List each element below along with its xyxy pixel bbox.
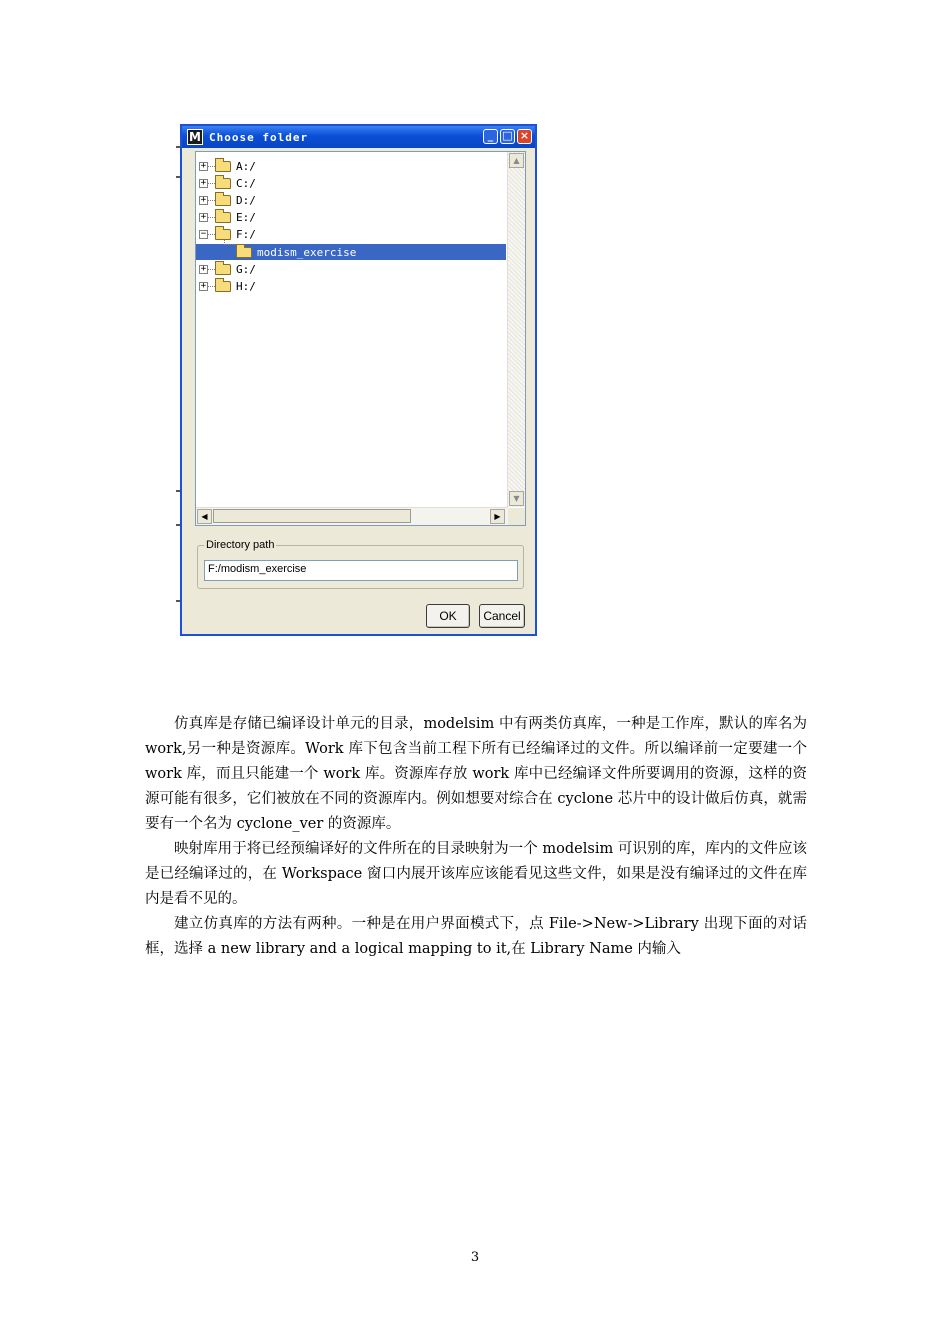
folder-icon xyxy=(215,264,231,275)
tree-item-label: G:/ xyxy=(236,262,256,276)
folder-icon xyxy=(215,229,231,240)
directory-path-label: Directory path xyxy=(206,539,275,551)
expand-icon[interactable]: + xyxy=(200,160,207,171)
folder-icon xyxy=(215,178,231,189)
tree-item-f-drive[interactable] xyxy=(199,226,256,242)
modelsim-app-icon: M xyxy=(187,129,203,145)
tree-item-a-drive[interactable] xyxy=(199,158,256,174)
expand-icon[interactable]: + xyxy=(200,263,207,274)
open-folder-icon xyxy=(236,247,252,258)
dialog-titlebar[interactable] xyxy=(182,126,535,148)
paragraph-create-library: 建立仿真库的方法有两种。一种是在用户界面模式下，点 File->New->Library 出现下面的对话框，选择 a new library and a logical mapping to it,在 Library Name 内输入 xyxy=(145,916,807,957)
expand-icon[interactable]: + xyxy=(200,177,207,188)
dialog-title: Choose folder xyxy=(209,130,309,144)
directory-path-input[interactable]: F:/modism_exercise xyxy=(204,560,518,581)
scrollbar-corner xyxy=(508,508,525,525)
collapse-icon[interactable]: − xyxy=(200,228,207,239)
scroll-right-icon[interactable]: ▶ xyxy=(490,509,505,524)
close-icon[interactable]: × xyxy=(517,129,532,144)
tree-item-e-drive[interactable] xyxy=(199,209,256,225)
tree-item-h-drive[interactable] xyxy=(199,278,256,294)
paragraph-simulation-library: 仿真库是存储已编译设计单元的目录，modelsim 中有两类仿真库，一种是工作库，默认的库名为 work,另一种是资源库。Work 库下包含当前工程下所有已经编译过的文件。所以编译前一定要建一个 work 库，而且只能建一个 work 库。资源库存放 work 库中已经编译文件所要调用的资源，这样的资源可能有很多，它们被放在不同的资源库内。例如想要对综合在 cyclone 芯片中的设计做后仿真，就需要有一个名为 cyclone_ver 的资源库。 xyxy=(145,716,807,832)
tree-item-label: H:/ xyxy=(236,279,256,293)
scroll-down-icon[interactable]: ▼ xyxy=(509,491,524,506)
choose-folder-dialog xyxy=(180,124,537,636)
expand-icon[interactable]: + xyxy=(200,211,207,222)
scroll-left-icon[interactable]: ◀ xyxy=(197,509,212,524)
folder-tree[interactable] xyxy=(195,151,526,526)
horizontal-scroll-thumb[interactable] xyxy=(213,509,411,523)
vertical-scrollbar[interactable] xyxy=(507,152,525,507)
tree-item-label: F:/ xyxy=(236,227,256,241)
expand-icon[interactable]: + xyxy=(200,280,207,291)
tree-item-g-drive[interactable] xyxy=(199,261,256,277)
page-number: 3 xyxy=(470,1250,480,1265)
tree-item-modism-exercise[interactable] xyxy=(236,244,356,260)
paragraph-mapped-library: 映射库用于将已经预编译好的文件所在的目录映射为一个 modelsim 可识别的库，库内的文件应该是已经编译过的，在 Workspace 窗口内展开该库应该能看见这些文件，如果是没有编译过的文件在库内是看不见的。 xyxy=(145,841,807,907)
folder-icon xyxy=(215,161,231,172)
folder-icon xyxy=(215,281,231,292)
folder-icon xyxy=(215,195,231,206)
tree-item-c-drive[interactable] xyxy=(199,175,256,191)
tree-item-label: C:/ xyxy=(236,176,256,190)
tree-item-label: E:/ xyxy=(236,210,256,224)
ok-button[interactable]: OK xyxy=(426,604,470,628)
folder-icon xyxy=(215,212,231,223)
tree-item-label: modism_exercise xyxy=(257,245,357,259)
tree-item-d-drive[interactable] xyxy=(199,192,256,208)
maximize-icon[interactable]: □ xyxy=(500,129,515,144)
tree-item-label: D:/ xyxy=(236,193,256,207)
tree-item-label: A:/ xyxy=(236,159,256,173)
scroll-up-icon[interactable]: ▲ xyxy=(509,153,524,168)
minimize-icon[interactable]: _ xyxy=(483,129,498,144)
expand-icon[interactable]: + xyxy=(200,194,207,205)
cancel-button[interactable]: Cancel xyxy=(479,604,525,628)
horizontal-scrollbar[interactable] xyxy=(196,507,508,525)
